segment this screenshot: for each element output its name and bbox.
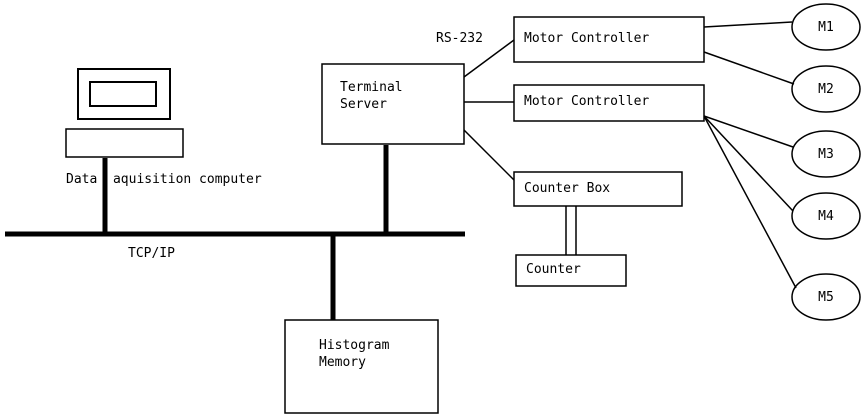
link-mc1-to-motor-2 [704,52,794,84]
histogram-memory-label-line1: Histogram [319,338,390,353]
motor-controller-1-label: Motor Controller [524,31,650,46]
counter-box-label: Counter Box [524,181,611,196]
motor-4-label: M4 [818,209,834,224]
motor-controller-2-label: Motor Controller [524,94,650,109]
motor-1-label: M1 [818,20,834,35]
rs232-label: RS-232 [436,31,483,46]
counter-label: Counter [526,262,581,277]
tcpip-label: TCP/IP [128,246,175,261]
motor-3-label: M3 [818,147,834,162]
terminal-server-label-line1: Terminal [340,80,403,95]
motor-2-label: M2 [818,82,834,97]
monitor-screen-rect [90,82,156,106]
link-terminal-server-to-counter-box [464,130,514,180]
histogram-memory-label-line2: Memory [319,355,366,370]
link-mc1-to-motor-1 [704,22,792,27]
link-mc2-to-motor-5 [704,116,796,288]
data-acquisition-computer-caption: Data aquisition computer [66,172,262,187]
terminal-server-label-line2: Server [340,97,387,112]
link-mc2-to-motor-4 [704,116,793,211]
motor-5-label: M5 [818,290,834,305]
keyboard-rect [66,129,183,157]
